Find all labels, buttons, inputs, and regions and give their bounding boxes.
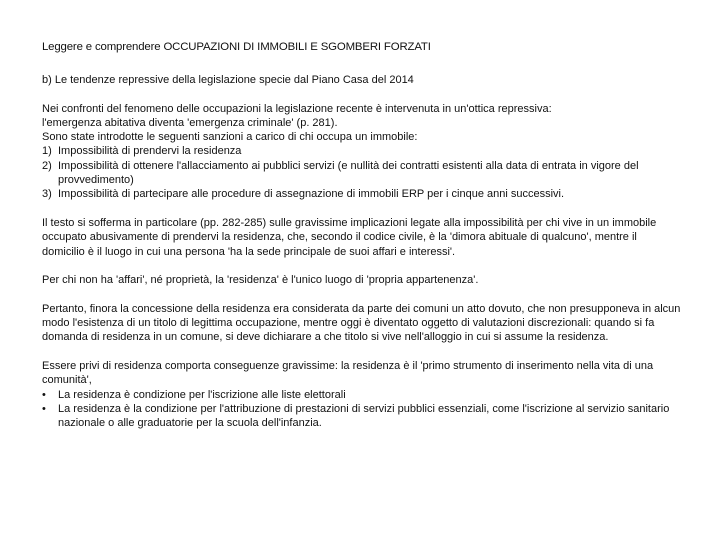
bullet-item [42, 388, 682, 402]
paragraph-belonging: Per chi non ha 'affari', né proprietà, la 'residenza' è l'unico luogo di 'propria appartenenza'. [42, 274, 479, 287]
intro-line-1: Nei confronti del fenomeno delle occupazioni la legislazione recente è intervenuta in un'ottica repressiva: [42, 102, 552, 115]
bullet-item [42, 402, 682, 431]
list-text: Impossibilità di ottenere l'allacciamento ai pubblici servizi (e nullità dei contratti esistenti alla data di entrata in vigore del provvedimento) [58, 159, 639, 187]
spacer [42, 345, 682, 359]
sanction-item [42, 187, 682, 201]
list-marker: 3) [42, 188, 52, 201]
list-text: Impossibilità di prendervi la residenza [58, 145, 242, 158]
spacer [42, 287, 682, 301]
list-text: Impossibilità di partecipare alle procedure di assegnazione di immobili ERP per i cinque anni successivi. [58, 188, 565, 201]
bullet-marker: • [42, 402, 46, 415]
intro-line-2: l'emergenza abitativa diventa 'emergenza criminale' (p. 281). [42, 116, 338, 129]
bullet-text: La residenza è la condizione per l'attribuzione di prestazioni di servizi pubblici essenziali, come l'iscrizione al servizio sanitario nazionale o alle graduatorie per la scuola dell'infanzia. [58, 402, 670, 430]
slide-body [42, 73, 682, 430]
sanction-item [42, 144, 682, 158]
intro-line-3: Sono state introdotte le seguenti sanzioni a carico di chi occupa un immobile: [42, 131, 418, 144]
spacer [42, 202, 682, 216]
list-marker: 1) [42, 145, 52, 158]
paragraph-consequences: Essere privi di residenza comporta conseguenze gravissime: la residenza è il 'primo strumento di inserimento nella vita di una comunità', [42, 359, 654, 387]
sanction-item [42, 159, 682, 188]
section-subtitle: b) Le tendenze repressive della legislazione specie dal Piano Casa del 2014 [42, 74, 414, 86]
bullet-marker: • [42, 388, 46, 401]
spacer [42, 87, 682, 101]
spacer [42, 259, 682, 273]
list-marker: 2) [42, 159, 52, 172]
slide-title: Leggere e comprendere OCCUPAZIONI DI IMMOBILI E SGOMBERI FORZATI [42, 41, 431, 53]
bullet-text: La residenza è condizione per l'iscrizione alle liste elettorali [58, 388, 346, 401]
paragraph-residence-implications: Il testo si sofferma in particolare (pp. 282-285) sulle gravissime implicazioni legate alla impossibilità per chi vive in un immobile occupato abusivamente di prendervi la residenza, che, secondo il codice civile, è la 'dimora abituale di qualcuno', mentre il domicilio è il luogo in cui una persona 'ha la sede principale de suoi affari e interessi'. [42, 216, 657, 258]
paragraph-discretion: Pertanto, finora la concessione della residenza era considerata da parte dei comuni un atto dovuto, che non presupponeva in alcun modo l'esistenza di un titolo di legittima occupazione, mentre oggi è diventato oggetto di valutazioni discrezionali: quando si fa domanda di residenza in un comune, si deve dichiarare a che titolo si vive nell'alloggio in cui si assume la residenza. [42, 302, 681, 344]
